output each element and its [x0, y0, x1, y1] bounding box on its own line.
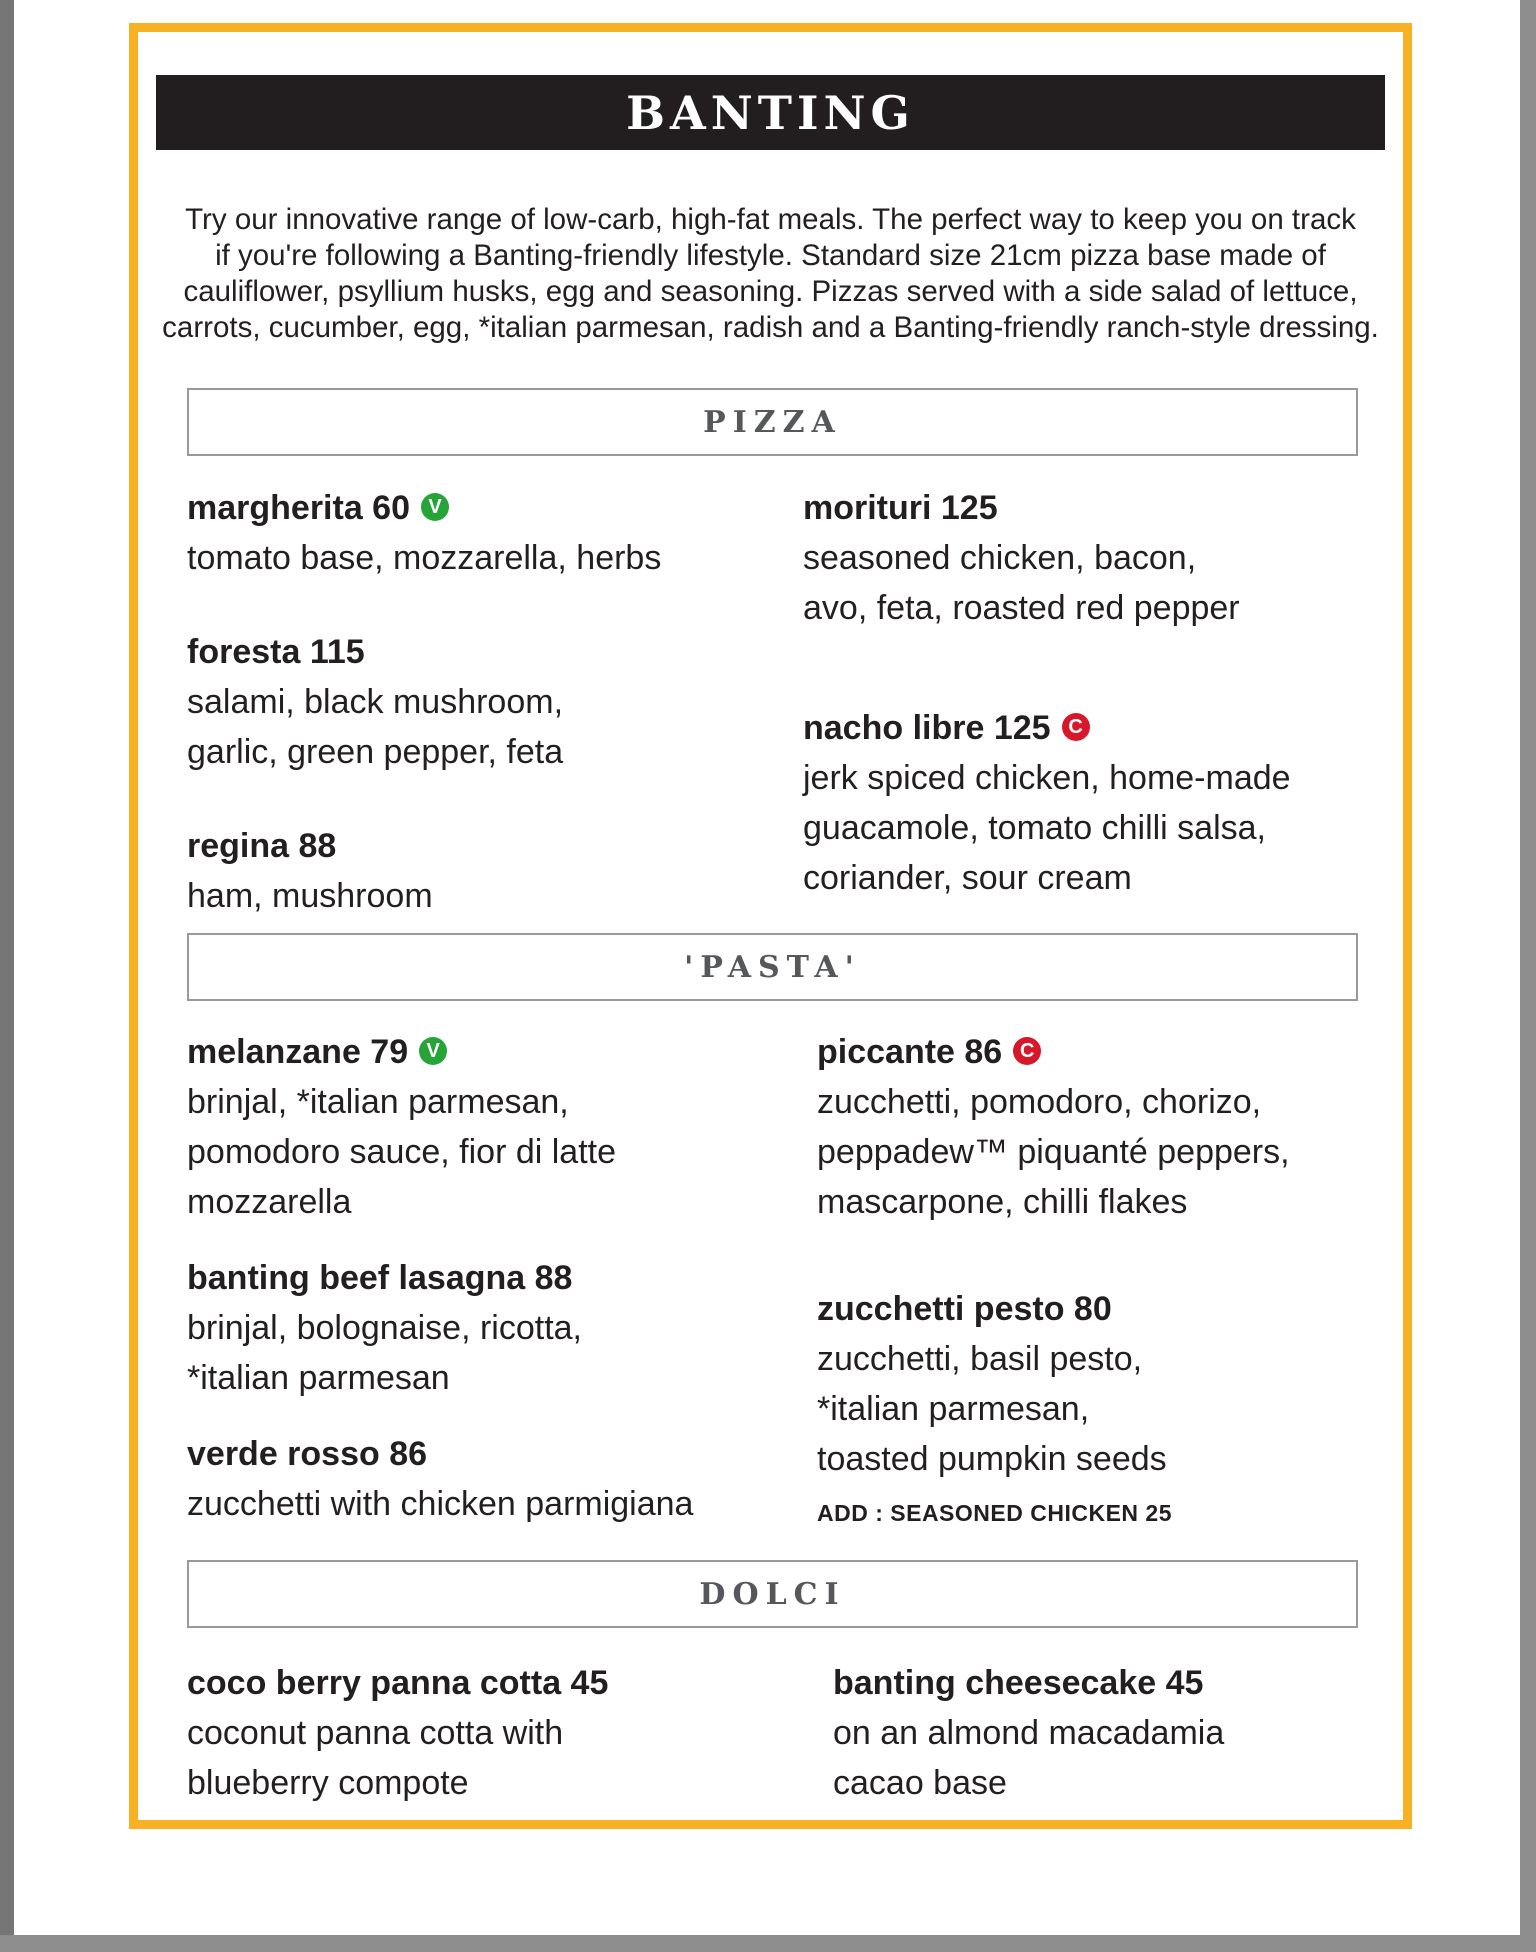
page-title: BANTING [626, 86, 915, 140]
item-description: avo, feta, roasted red pepper [803, 589, 1240, 627]
item-description: coriander, sour cream [803, 859, 1132, 897]
item-description: zucchetti, pomodoro, chorizo, [817, 1083, 1262, 1121]
chilli-badge-icon: C [1013, 1037, 1041, 1065]
vegetarian-badge-icon: V [421, 493, 449, 521]
item-description: cacao base [833, 1764, 1007, 1802]
chilli-badge-icon: C [1062, 713, 1090, 741]
left-gray-strip [0, 0, 14, 1952]
right-gray-strip [1520, 0, 1536, 1952]
menu-item-piccante [817, 1027, 1392, 1227]
menu-item-zucchetti-pesto [817, 1284, 1392, 1528]
intro-line: Try our innovative range of low-carb, high-fat meals. The perfect way to keep you on track [185, 203, 1356, 236]
item-title: foresta 115 [187, 633, 365, 671]
item-description: pomodoro sauce, fior di latte [187, 1133, 617, 1171]
vegetarian-badge-icon: V [419, 1037, 447, 1065]
menu-item-verde-rosso [187, 1429, 762, 1529]
item-description: jerk spiced chicken, home-made [803, 759, 1291, 797]
item-title: margherita 60 V [187, 483, 762, 533]
item-description: garlic, green pepper, feta [187, 733, 564, 771]
item-description: toasted pumpkin seeds [817, 1440, 1167, 1478]
item-description: zucchetti with chicken parmigiana [187, 1485, 694, 1523]
section-label: PIZZA [703, 405, 842, 440]
menu-item-coco-berry-panna-cotta [187, 1658, 762, 1808]
item-description: *italian parmesan [187, 1359, 450, 1397]
item-description: coconut panna cotta with [187, 1714, 564, 1752]
item-description: *italian parmesan, [817, 1390, 1090, 1428]
item-title: banting beef lasagna 88 [187, 1259, 573, 1297]
menu-item-banting-beef-lasagna [187, 1253, 762, 1403]
item-description: zucchetti, basil pesto, [817, 1340, 1143, 1378]
section-header-dolci [187, 1560, 1358, 1628]
pizza-column-left [187, 483, 762, 921]
menu-card [129, 23, 1412, 1829]
section-header-pasta [187, 933, 1358, 1001]
item-description: blueberry compote [187, 1764, 469, 1802]
menu-item-banting-cheesecake [833, 1658, 1408, 1808]
item-title: banting cheesecake 45 [833, 1664, 1204, 1702]
item-description: peppadew™ piquanté peppers, [817, 1133, 1290, 1171]
bottom-gray-strip [0, 1935, 1536, 1952]
dolci-column-left [187, 1658, 762, 1808]
item-description: on an almond macadamia [833, 1714, 1225, 1752]
pasta-column-left [187, 1027, 762, 1529]
item-title: morituri 125 [803, 489, 998, 527]
item-title: nacho libre 125 C [803, 703, 1378, 753]
item-title: melanzane 79 V [187, 1027, 762, 1077]
item-description: brinjal, bolognaise, ricotta, [187, 1309, 583, 1347]
item-description: tomato base, mozzarella, herbs [187, 539, 662, 577]
intro-line: carrots, cucumber, egg, *italian parmesan, radish and a Banting-friendly ranch-style dressing. [162, 311, 1379, 344]
menu-item-regina [187, 821, 762, 921]
pizza-column-right [803, 483, 1378, 903]
item-description: guacamole, tomato chilli salsa, [803, 809, 1267, 847]
section-label: DOLCI [699, 1577, 846, 1612]
item-title: verde rosso 86 [187, 1435, 428, 1473]
dolci-column-right [833, 1658, 1408, 1808]
menu-item-foresta [187, 627, 762, 777]
section-label: 'PASTA' [684, 950, 861, 985]
menu-item-nacho-libre [803, 703, 1378, 903]
item-title: regina 88 [187, 827, 337, 865]
item-description: seasoned chicken, bacon, [803, 539, 1197, 577]
item-description: brinjal, *italian parmesan, [187, 1083, 569, 1121]
intro-text [138, 202, 1403, 346]
item-title: coco berry panna cotta 45 [187, 1664, 609, 1702]
item-description: mozzarella [187, 1183, 352, 1221]
item-title: piccante 86 C [817, 1027, 1392, 1077]
item-add-on-note: ADD : SEASONED CHICKEN 25 [817, 1500, 1172, 1526]
menu-item-melanzane [187, 1027, 762, 1227]
section-header-pizza [187, 388, 1358, 456]
menu-item-margherita [187, 483, 762, 583]
item-description: salami, black mushroom, [187, 683, 564, 721]
item-title: zucchetti pesto 80 [817, 1290, 1112, 1328]
item-description: ham, mushroom [187, 877, 433, 915]
menu-item-morituri [803, 483, 1378, 633]
intro-line: if you're following a Banting-friendly lifestyle. Standard size 21cm pizza base made of [215, 239, 1326, 272]
menu-title-bar [156, 75, 1385, 150]
intro-line: cauliflower, psyllium husks, egg and seasoning. Pizzas served with a side salad of lettuce, [183, 275, 1358, 308]
pasta-column-right [817, 1027, 1392, 1528]
item-description: mascarpone, chilli flakes [817, 1183, 1188, 1221]
